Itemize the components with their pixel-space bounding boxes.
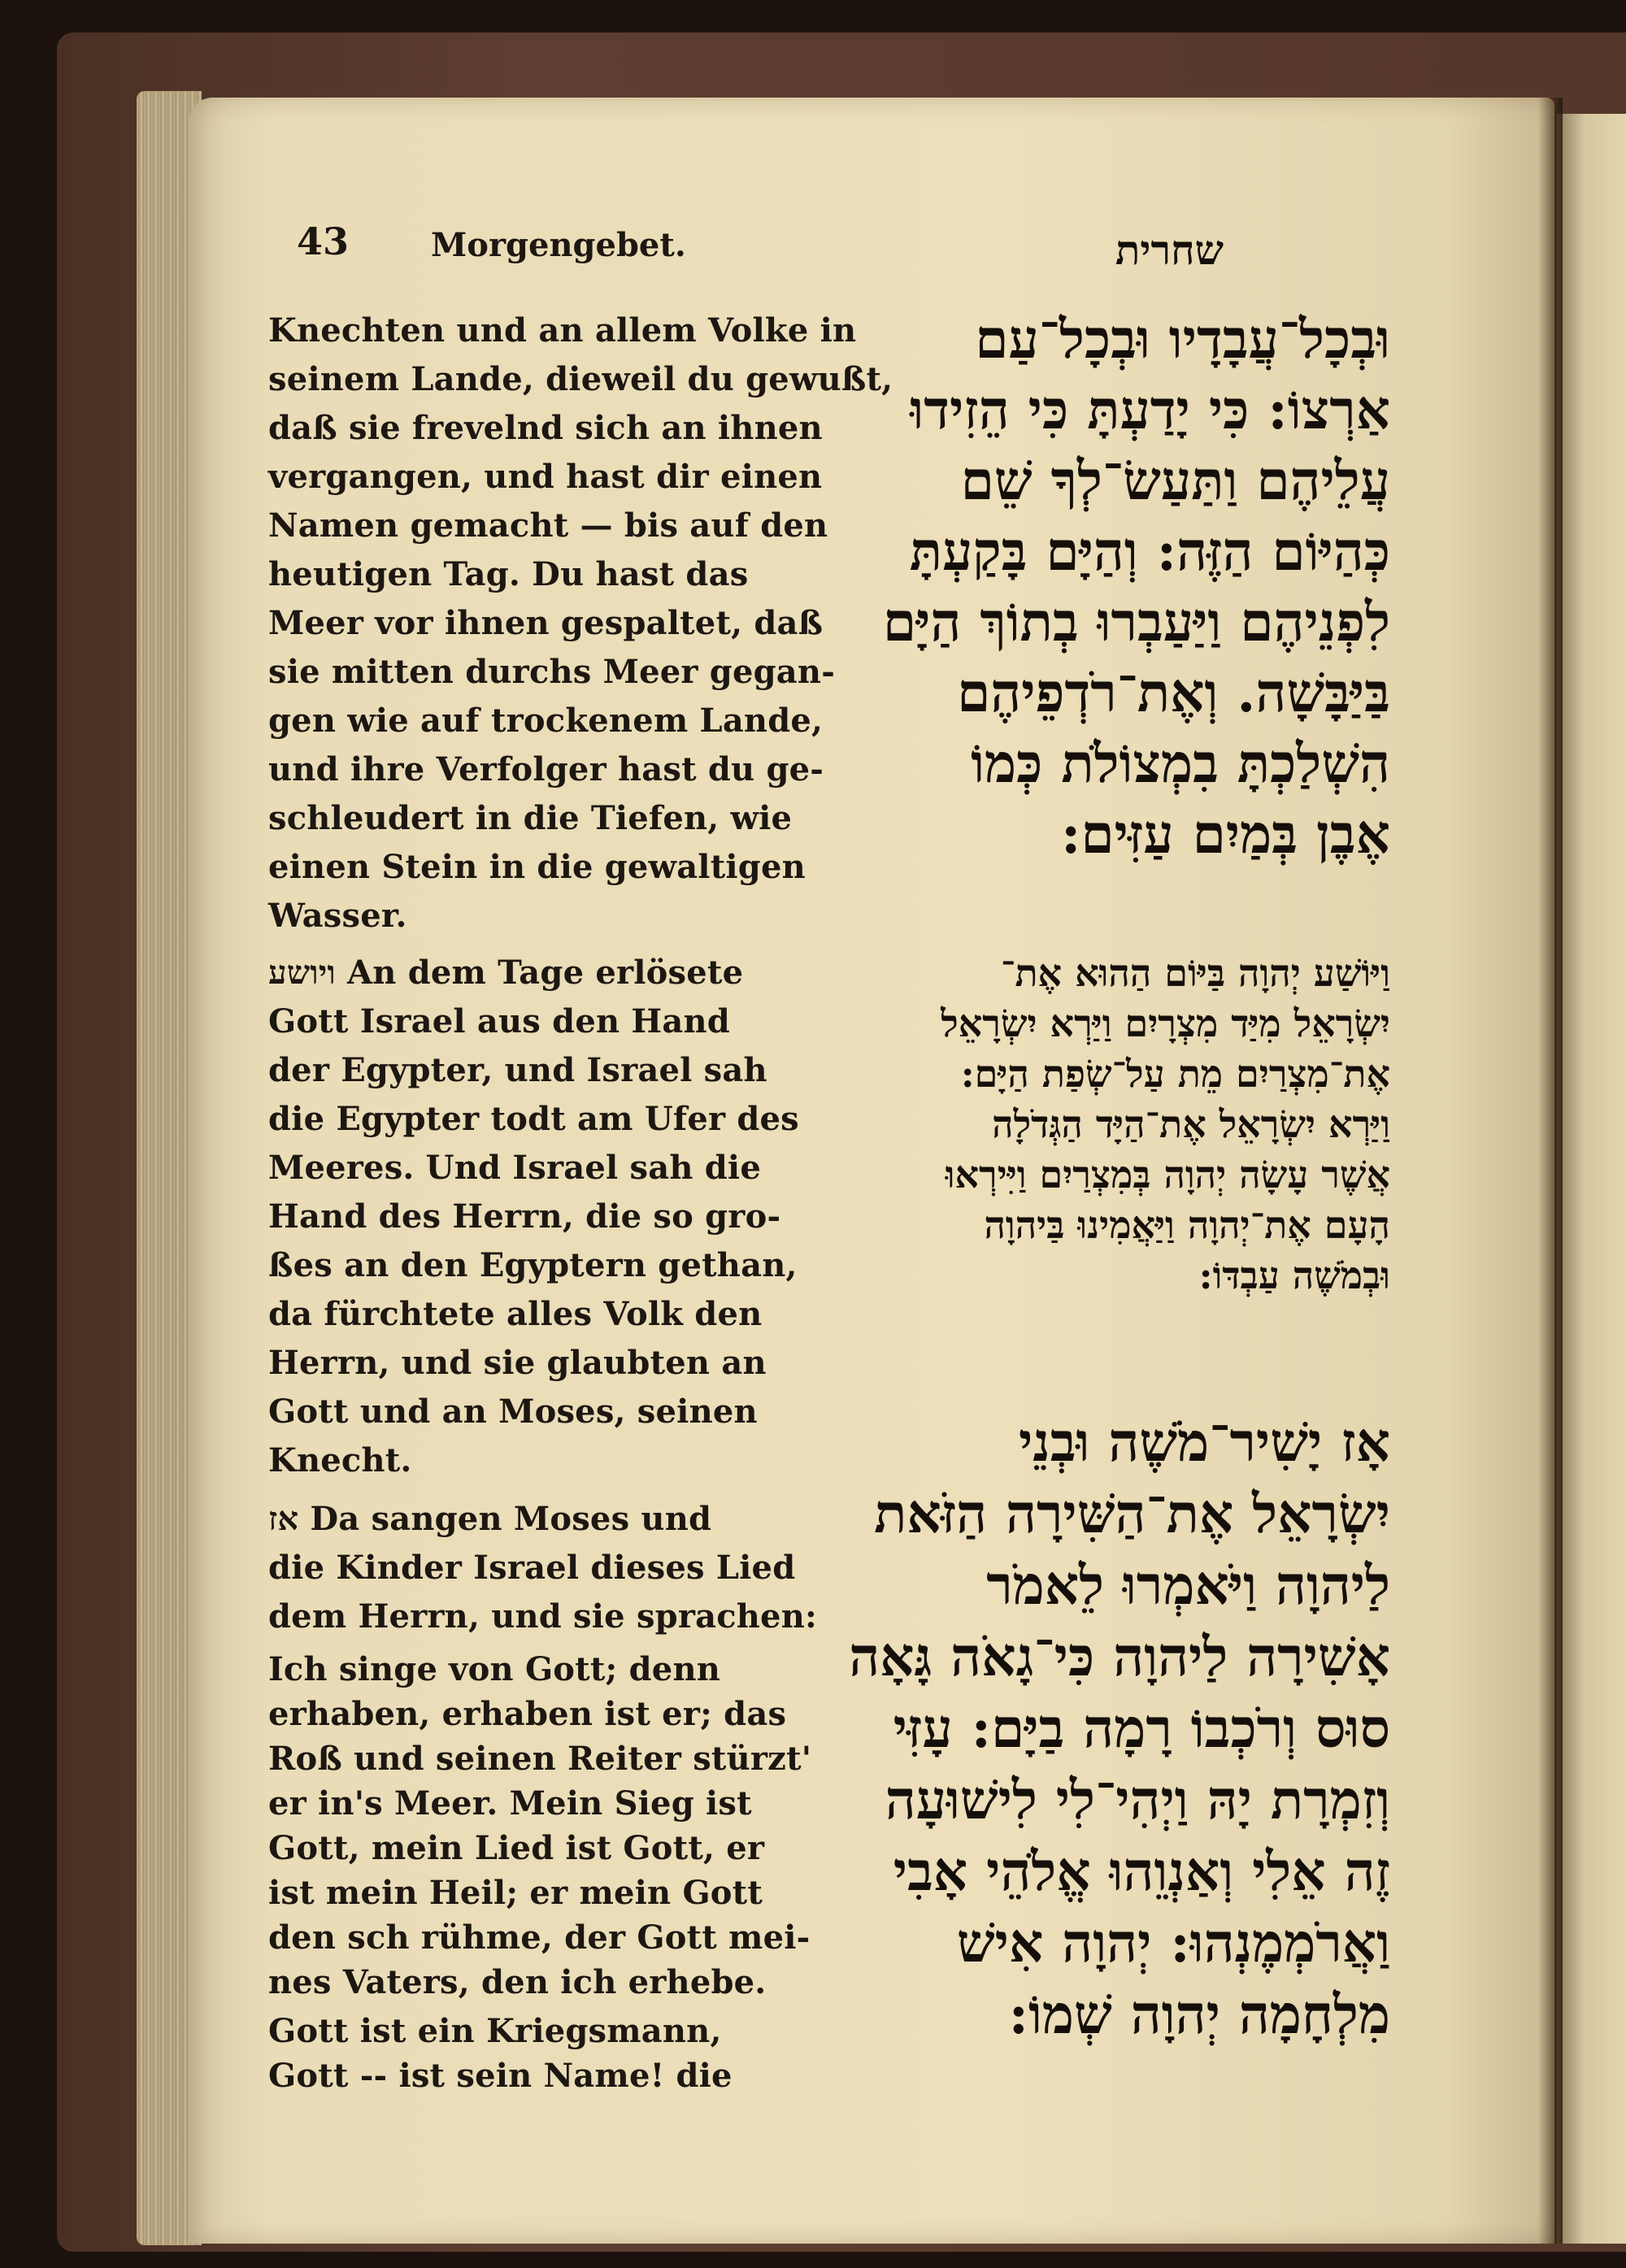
hebrew-line: אֲשֶׁר עָשָׂה יְהוָה בְּמִצְרַיִם וַיִּירְאוּ — [945, 1153, 1390, 1197]
german-running-header: Morgengebet. — [431, 226, 686, 264]
german-line: ויושע An dem Tage erlösete — [268, 954, 744, 992]
facing-page-edge — [1557, 114, 1626, 2244]
hebrew-line: וּבְמֹשֶׁה עַבְדּוֹ: — [1198, 1253, 1390, 1297]
german-line: einen Stein in die gewaltigen — [268, 848, 806, 886]
hebrew-line: וּבְכָל־עֲבָדָיו וּבְכָל־עַם — [975, 307, 1390, 371]
german-line: Gott -- ist sein Name! die — [268, 2057, 733, 2095]
hebrew-line: עֲלֵיהֶם וַתַּעַשׂ־לְךָ שֵׁם — [960, 449, 1390, 512]
german-line: der Egypter, und Israel sah — [268, 1051, 767, 1089]
page-gutter — [1538, 98, 1563, 2244]
german-line: Gott und an Moses, seinen — [268, 1393, 758, 1431]
hebrew-line: לִפְנֵיהֶם וַיַּעַבְרוּ בְתוֹךְ הַיָּם — [882, 590, 1390, 654]
hebrew-line: אֶת־מִצְרַיִם מֵת עַל־שְׂפַת הַיָּם: — [960, 1052, 1390, 1096]
german-line: heutigen Tag. Du hast das — [268, 555, 749, 593]
hebrew-line: הָעָם אֶת־יְהוָה וַיַּאֲמִינוּ בַּיהוָה — [984, 1203, 1390, 1247]
german-line: daß sie frevelnd sich an ihnen — [268, 409, 823, 447]
german-line: Knechten und an allem Volke in — [268, 311, 857, 350]
german-line: vergangen, und hast dir einen — [268, 458, 823, 496]
page-number: 43 — [297, 219, 350, 263]
german-line: die Egypter todt am Ufer des — [268, 1100, 799, 1138]
german-line: die Kinder Israel dieses Lied — [268, 1549, 796, 1587]
german-line: Hand des Herrn, die so gro- — [268, 1197, 781, 1236]
german-line: Gott ist ein Kriegsmann, — [268, 2012, 722, 2050]
hebrew-line: אֶבֶן בְּמַיִם עַזִּים: — [1061, 802, 1390, 866]
german-line: erhaben, erhaben ist er; das — [268, 1695, 787, 1733]
hebrew-line: זֶה אֵלִי וְאַנְוֵהוּ אֱלֹהֵי אָבִי — [893, 1840, 1390, 1903]
german-line: seinem Lande, dieweil du gewußt, — [268, 360, 893, 398]
german-line: ßes an den Egyptern gethan, — [268, 1246, 798, 1284]
german-line: schleudert in die Tiefen, wie — [268, 799, 793, 837]
hebrew-line: הִשְׁלַכְתָּ בִמְצוֹלֹת כְּמוֹ — [971, 732, 1390, 795]
german-line: gen wie auf trockenem Lande, — [268, 702, 824, 740]
german-line: nes Vaters, den ich erhebe. — [268, 1963, 767, 2001]
german-line: Ich singe von Gott; denn — [268, 1650, 721, 1688]
german-line: und ihre Verfolger hast du ge- — [268, 750, 824, 789]
hebrew-line: לַיהוָה וַיֹּאמְרוּ לֵאמֹר — [986, 1553, 1390, 1617]
german-line: Roß und seinen Reiter stürzt' — [268, 1740, 812, 1778]
hebrew-line: אָז יָשִׁיר־מֹשֶׁה וּבְנֵי — [1018, 1410, 1390, 1474]
hebrew-line: אַרְצוֹ: כִּי יָדַעְתָּ כִּי הֵזִידוּ — [910, 378, 1390, 441]
german-line: er in's Meer. Mein Sieg ist — [268, 1784, 752, 1823]
hebrew-line: וְזִמְרָת יָהּ וַיְהִי־לִי לִישׁוּעָה — [885, 1768, 1390, 1831]
hebrew-line: כְּהַיּוֹם הַזֶּה: וְהַיָּם בָּקַעְתָּ — [909, 519, 1390, 583]
german-line: da fürchtete alles Volk den — [268, 1295, 763, 1333]
german-line: dem Herrn, und sie sprachen: — [268, 1597, 817, 1636]
german-line: Wasser. — [268, 897, 407, 935]
german-line: אז Da sangen Moses und — [268, 1500, 712, 1538]
german-line: Meer vor ihnen gespaltet, daß — [268, 604, 824, 642]
hebrew-line: יִשְׂרָאֵל אֶת־הַשִּׁירָה הַזֹּאת — [874, 1482, 1390, 1545]
german-line: Namen gemacht — bis auf den — [268, 506, 828, 545]
german-line: Herrn, und sie glaubten an — [268, 1344, 767, 1382]
hebrew-line: מִלְחָמָה יְהוָה שְׁמוֹ: — [1008, 1983, 1390, 2046]
german-line: Meeres. Und Israel sah die — [268, 1149, 761, 1187]
hebrew-line: סוּס וְרֹכְבוֹ רָמָה בַיָּם: עָזִּי — [893, 1697, 1390, 1760]
german-line: Gott, mein Lied ist Gott, er — [268, 1829, 765, 1867]
hebrew-line: וַיַּרְא יִשְׂרָאֵל אֶת־הַיָּד הַגְּדֹלָה — [992, 1102, 1390, 1146]
hebrew-line: בַּיַּבָּשָׁה. וְאֶת־רֹדְפֵיהֶם — [957, 661, 1390, 724]
hebrew-line: יִשְׂרָאֵל מִיַּד מִצְרָיִם וַיַּרְא יִשְׂרָאֵל — [941, 1001, 1390, 1045]
hebrew-running-header: שחרית — [1115, 226, 1224, 274]
german-line: ist mein Heil; er mein Gott — [268, 1874, 763, 1912]
hebrew-line: אָשִׁירָה לַיהוָה כִּי־גָאֹה גָּאָה — [849, 1625, 1390, 1688]
german-line: den sch rühme, der Gott mei- — [268, 1918, 811, 1957]
german-line: Gott Israel aus den Hand — [268, 1002, 730, 1041]
german-line: Knecht. — [268, 1441, 412, 1479]
hebrew-line: וַיּוֹשַׁע יְהוָה בַּיּוֹם הַהוּא אֶת־ — [1000, 951, 1390, 995]
hebrew-line: וַאֲרֹמְמֶנְהוּ: יְהוָה אִישׁ — [956, 1911, 1390, 1975]
german-line: sie mitten durchs Meer gegan- — [268, 653, 835, 691]
